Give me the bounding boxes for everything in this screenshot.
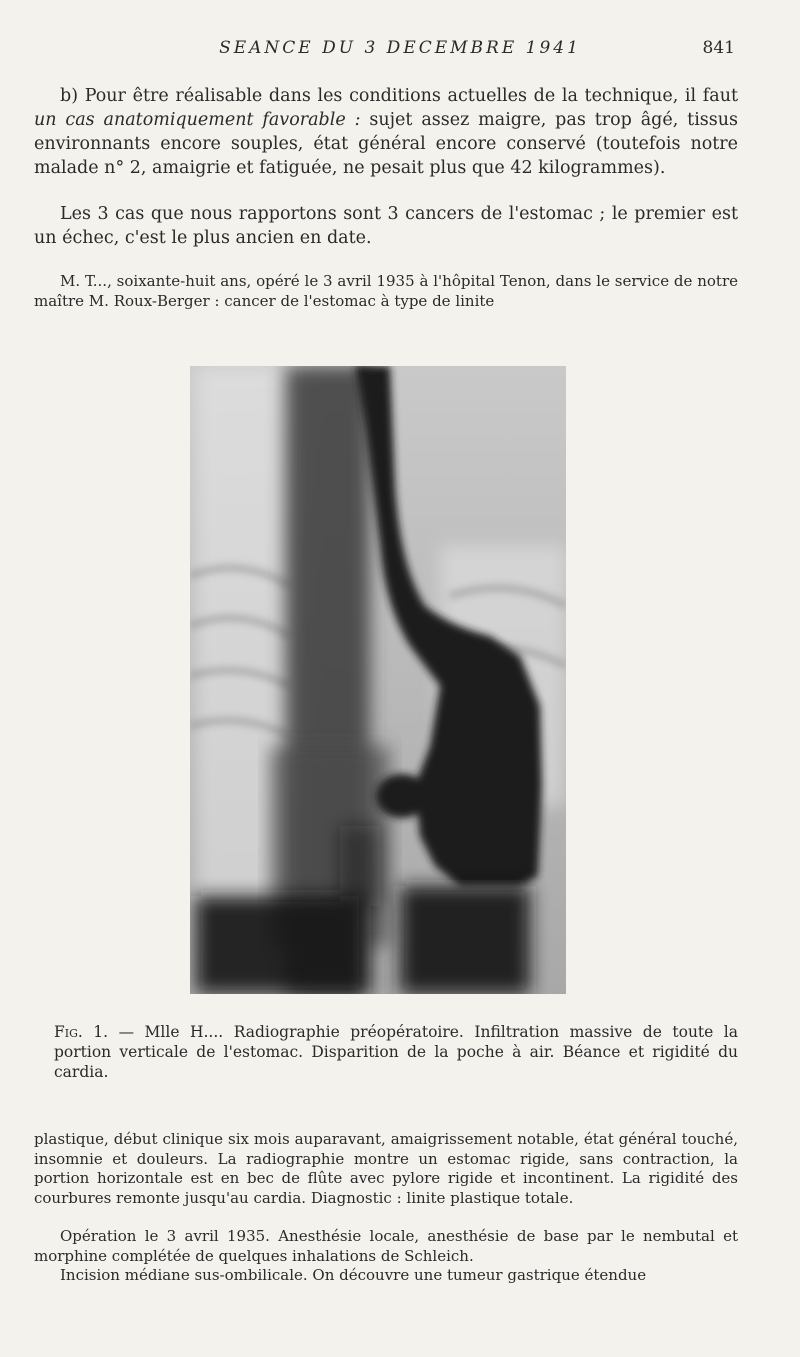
paragraph-clinical-course: plastique, début clinique six mois auparavant, amaigrissement notable, état général touché, insomnie et douleurs. La radiographie montre un estomac rigide, sans contraction, la portion horizontale est en bec de flûte avec pylore rigide et incontinent. La rigidité des courbures remonte jusqu'au cardia. Diagnostic : linite plastique totale. — [34, 1130, 738, 1207]
radiograph-image — [190, 366, 566, 994]
figure-label: Fig. 1. — [54, 1023, 109, 1041]
page-number: 841 — [702, 38, 735, 58]
figure-caption-text: — Mlle H.... Radiographie préopératoire. Infiltration massive de toute la portion verticale de l'estomac. Disparition de la poche à air. Béance et rigidité du cardia. — [54, 1023, 739, 1081]
paragraph-three-cases: Les 3 cas que nous rapportons sont 3 cancers de l'estomac ; le premier est un échec, c'est le plus ancien en date. — [34, 204, 738, 248]
paragraph-condition-b — [34, 84, 738, 180]
running-head — [0, 38, 800, 60]
emphasis-favorable-case: un cas anatomiquement favorable : — [34, 110, 361, 130]
figure-caption — [54, 1022, 738, 1082]
paragraph-lead: b) Pour être réalisable dans les conditions actuelles de la technique, il faut — [60, 86, 738, 106]
paragraph-operation-date: Opération le 3 avril 1935. Anesthésie locale, anesthésie de base par le nembutal et morphine complétée de quelques inhalations de Schleich. — [34, 1227, 738, 1265]
paragraph-incision: Incision médiane sus-ombilicale. On découvre une tumeur gastrique étendue — [60, 1266, 647, 1284]
running-title: SEANCE DU 3 DECEMBRE 1941 — [219, 38, 581, 58]
paragraph-case-one: M. T..., soixante-huit ans, opéré le 3 avril 1935 à l'hôpital Tenon, dans le service de notre maître M. Roux-Berger : cancer de l'estomac à type de linite — [34, 272, 738, 310]
paragraph-rest: sujet assez maigre, pas trop âgé, tissus environnants encore souples, état général encore conservé (toutefois notre malade n° 2, amaigrie et fatiguée, ne pesait plus que 42 kilogrammes). — [34, 110, 738, 178]
radiograph-figure — [190, 366, 566, 994]
